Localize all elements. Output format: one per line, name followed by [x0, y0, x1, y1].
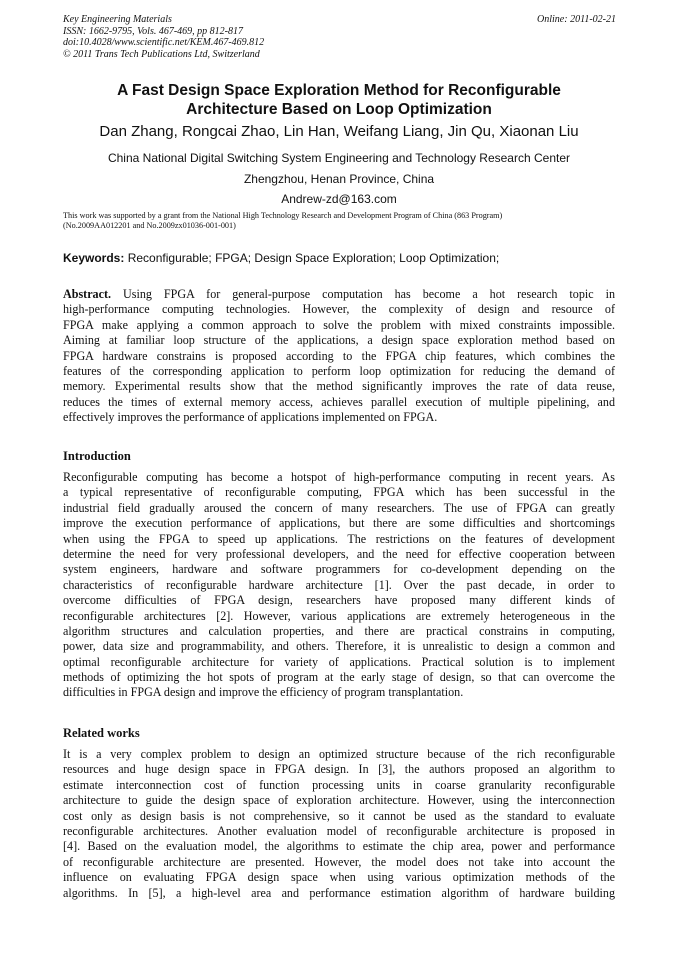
abstract-line: high-performance computing technologies. However, the complexity of design and resource of [63, 302, 615, 317]
related-works-heading: Related works [63, 726, 140, 740]
related-line: influence on evaluating FPGA design space when using various optimization methods of the [63, 870, 615, 885]
copyright-line: © 2011 Trans Tech Publications Ltd, Switzerland [63, 48, 260, 60]
intro-line: reconfigurable architectures [2]. However, various applications are extremely heterogeneous in the [63, 608, 615, 623]
abstract-line [63, 287, 615, 302]
abstract-line: FPGA make applying a common approach to solve the problem with mixed constraints impossible. [63, 317, 615, 332]
title-line-1: A Fast Design Space Exploration Method for Reconfigurable [117, 82, 561, 99]
funding-line-2: (No.2009AA012201 and No.2009zx01036-001-001) [63, 221, 236, 230]
intro-line: when using the FPGA to speed up applications. The restrictions on the features of development [63, 531, 615, 546]
related-line: algorithms. In [5], a high-level area and performance estimation algorithm of hardware building [63, 885, 615, 900]
journal-name: Key Engineering Materials [63, 14, 172, 25]
intro-line: difficulties in FPGA design and improve the efficiency of program transplantation. [63, 685, 464, 700]
introduction-paragraph [63, 470, 615, 701]
introduction-heading: Introduction [63, 449, 131, 463]
intro-line: power, data size and programmability, and others. Therefore, it is unrealistic to design a common and [63, 639, 615, 654]
intro-line: methods of optimizing the hot spots of program at the early stage of design, so that can overcome the [63, 670, 615, 685]
intro-line: system engineers, hardware and software programmers for co-development depending on the [63, 562, 615, 577]
intro-line: algorithm structures and calculation properties, and there are practical constrains in computing, [63, 623, 615, 638]
abstract-label: Abstract. [63, 287, 112, 301]
intro-line: characteristics of reconfigurable hardware architecture [1]. Over the past decade, in order to [63, 577, 615, 592]
funding-note [63, 211, 615, 231]
intro-line: Reconfigurable computing has become a hotspot of high-performance computing in recent years. As [63, 470, 615, 484]
issn-line: ISSN: 1662-9795, Vols. 467-469, pp 812-817 [63, 25, 243, 37]
affiliation [40, 148, 638, 209]
abstract-line: memory. Experimental results show that the method significantly improves the rate of data reuse, [63, 379, 615, 394]
author-list: Dan Zhang, Rongcai Zhao, Lin Han, Weifang Liang, Jin Qu, Xiaonan Liu [99, 123, 579, 140]
related-line: It is a very complex problem to design an optimized structure because of the rich reconfigurable [63, 747, 615, 761]
doi-line: doi:10.4028/www.scientific.net/KEM.467-469.812 [63, 37, 265, 48]
abstract-line: features of the corresponding application to perform loop optimization for reducing the demand of [63, 363, 615, 378]
title-line-2: Architecture Based on Loop Optimization [186, 101, 492, 118]
affiliation-institution: China National Digital Switching System Engineering and Technology Research Center [107, 151, 571, 165]
keywords [63, 250, 615, 266]
intro-line: improve the execution performance of applications, but there are some difficulties and shortcomings [63, 516, 615, 531]
abstract-line: effectively improves the performance of applications implemented on FPGA. [63, 410, 438, 425]
intro-line: optimal reconfigurable architecture for variety of applications. Practical solution is to implement [63, 654, 615, 669]
related-line: estimate interconnection cost of function processing units in coarse granularity reconfigurable [63, 777, 615, 792]
abstract-line: Aiming at familiar loop structure of the applications, a design space exploration method based on [63, 333, 615, 348]
related-line: cost only as design basis is not comprehensive, so it cannot be used as the standard to evaluate [63, 808, 615, 823]
affiliation-email: Andrew-zd@163.com [281, 192, 397, 206]
related-line: [4]. Based on the evaluation model, the algorithms to estimate the chip area, power and performance [63, 839, 615, 854]
related-line: reconfigurable architectures. Another evaluation model of reconfigurable architecture is proposed in [63, 823, 615, 838]
intro-line: a typical representative of reconfigurable computing, FPGA which has been successful in the [63, 485, 615, 500]
affiliation-location: Zhengzhou, Henan Province, China [243, 172, 435, 186]
related-works-paragraph [63, 747, 615, 901]
keywords-label: Keywords: [63, 251, 125, 265]
abstract-paragraph [63, 287, 615, 426]
abstract-line: FPGA hardware constrains is proposed according to the FPGA chip features, which combines the [63, 348, 615, 363]
funding-line-1: This work was supported by a grant from the National High Technology Research and Development Program of China (863 Program) [63, 211, 503, 220]
related-line: resources and huge design space in FPGA design. In [3], the authors proposed an algorithm to [63, 762, 615, 777]
keywords-text: Reconfigurable; FPGA; Design Space Exploration; Loop Optimization; [127, 251, 500, 265]
intro-line: industrial field gradually aroused the concern of many researchers. The use of FPGA can greatly [63, 500, 615, 515]
intro-line: overcome difficulties of FPGA design, researchers have proposed many different kinds of [63, 593, 615, 608]
related-line: of reconfigurable architecture are presented. However, the model does not take into account the [63, 854, 615, 869]
related-line: architecture to guide the design space of exploration architecture. However, using the interconnection [63, 793, 615, 808]
abstract-line: reduces the times of external memory access, achieves parallel execution of multiple pipelining, and [63, 394, 615, 409]
paper-title [63, 81, 615, 119]
abstract-line-text: Using FPGA for general-purpose computation has become a hot research topic in [123, 287, 615, 301]
journal-header [63, 14, 616, 60]
intro-line: determine the need for very professional developers, and the need for effective cooperation between [63, 546, 615, 561]
online-date: Online: 2011-02-21 [537, 14, 616, 25]
